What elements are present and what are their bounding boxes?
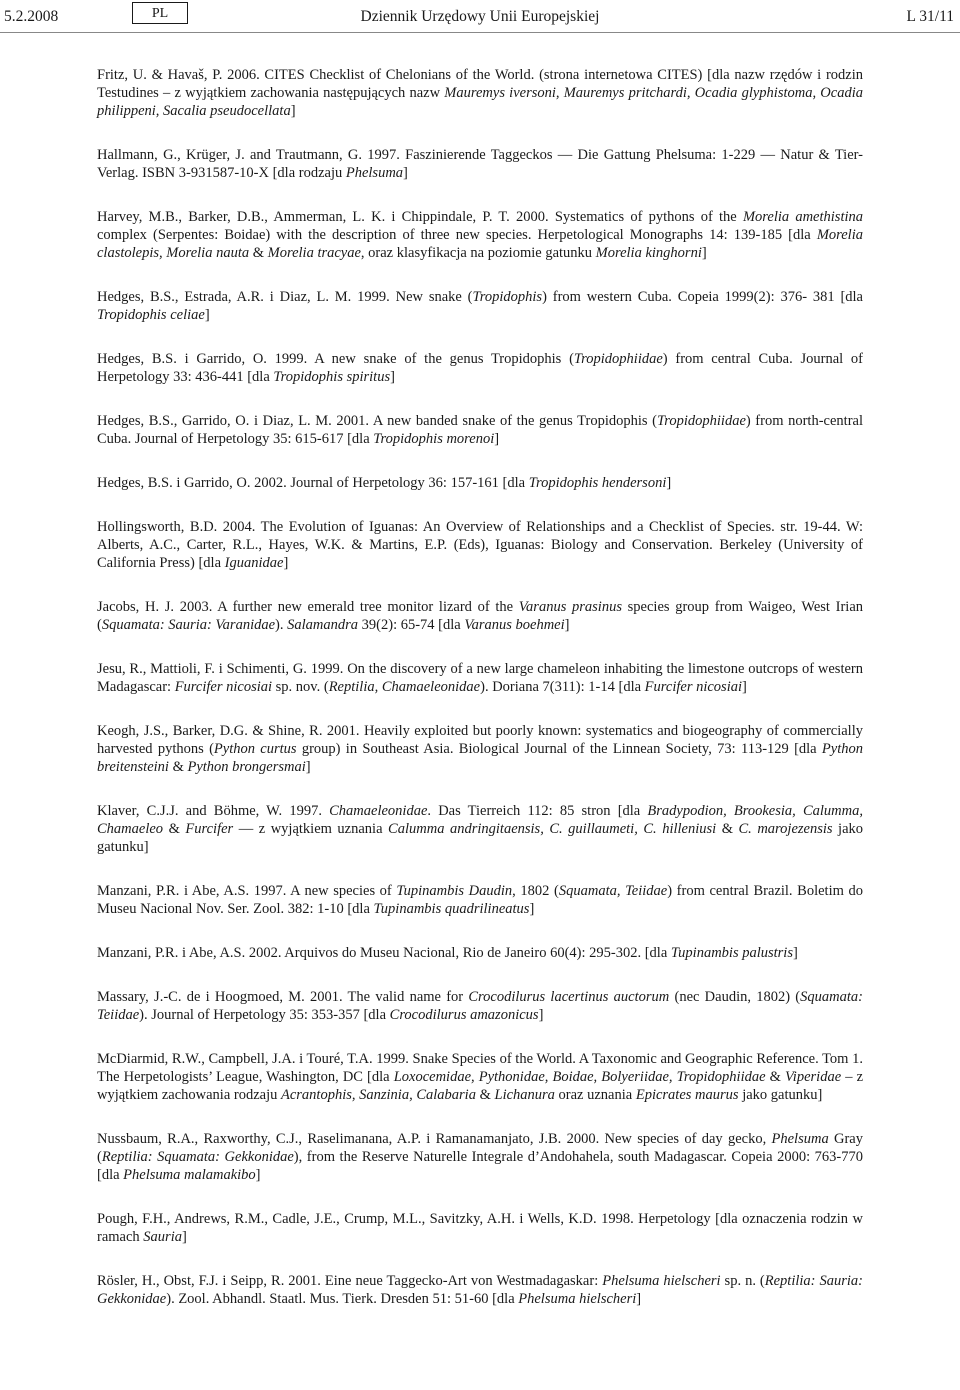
reference-text: & (765, 1069, 786, 1085)
reference-taxon: Squamata: Teiidae (97, 989, 863, 1023)
reference-taxon: Phelsuma (771, 1131, 829, 1147)
reference-taxon: Tropidophis morenoi (373, 431, 495, 447)
reference-text: & (163, 821, 186, 837)
reference-text: Hedges, B.S., Estrada, A.R. i Diaz, L. M. 1999. New snake ( (97, 289, 473, 305)
reference-taxon: Reptilia, Chamaeleonidae (328, 679, 481, 695)
reference-text: ) from western Cuba. Copeia 1999(2): 376- 381 [dla (542, 289, 863, 305)
reference-text: group) in Southeast Asia. Biological Journal of the Linnean Society, 73: 113-129 [dla (296, 741, 822, 757)
reference-taxon: Reptilia: Sauria: Gekkonidae (97, 1273, 863, 1307)
reference-text: Massary, J.-C. de i Hoogmoed, M. 2001. The valid name for (97, 989, 469, 1005)
reference-entry (97, 1050, 863, 1104)
reference-entry (97, 988, 863, 1024)
reference-taxon: Phelsuma malamakibo (123, 1167, 256, 1183)
reference-text: ] (403, 165, 408, 181)
reference-text: ] (564, 617, 570, 633)
reference-entry (97, 944, 863, 962)
reference-taxon: Bradypodion, Brookesia, Calumma, Chamaeleo (97, 803, 863, 837)
reference-taxon: Squamata: Sauria: Varanidae (101, 617, 276, 633)
reference-text: Hedges, B.S. i Garrido, O. 1999. A new snake of the genus Tropidophis ( (97, 351, 574, 367)
reference-text: McDiarmid, R.W., Campbell, J.A. i Touré, T.A. 1999. Snake Species of the World. A Taxonomic and Geographic Reference. Tom 1. The Herpetologists’ League, Washington, DC [dla (97, 1051, 863, 1085)
reference-text: ) from central Cuba. Journal of Herpetology 33: 436-441 [dla (97, 351, 863, 385)
page-header (0, 0, 960, 40)
reference-text: Gray ( (97, 1131, 863, 1165)
reference-entry (97, 660, 863, 696)
reference-taxon: Python brongersmai (187, 759, 306, 775)
reference-entry (97, 66, 863, 120)
reference-text: Jesu, R., Mattioli, F. i Schimenti, G. 1999. On the discovery of a new large chameleon inhabiting the limestone outcrops of western Madagascar: (97, 661, 863, 695)
reference-text: & (475, 1087, 495, 1103)
reference-taxon: Epicrates maurus (635, 1087, 739, 1103)
reference-taxon: Phelsuma hielscheri (518, 1291, 637, 1307)
reference-entry (97, 518, 863, 572)
reference-taxon: Tropidophis hendersoni (528, 475, 667, 491)
reference-text: Nussbaum, R.A., Raxworthy, C.J., Raselimanana, A.P. i Ramanamanjato, J.B. 2000. New species of day gecko, (97, 1131, 772, 1147)
reference-text: . Das Tierreich 112: 85 stron [dla (427, 803, 648, 819)
reference-taxon: Tropidophiidae (656, 413, 746, 429)
reference-taxon: Tupinambis quadrilineatus (373, 901, 530, 917)
reference-taxon: Furcifer nicosiai (644, 679, 742, 695)
reference-text: ). Zool. Abhandl. Staatl. Mus. Tierk. Dresden 51: 51-60 [dla (166, 1291, 519, 1307)
reference-taxon: Phelsuma (345, 165, 404, 181)
reference-taxon: Varanus boehmei (464, 617, 565, 633)
reference-taxon: Morelia kinghorni (595, 245, 702, 261)
reference-text: Hollingsworth, B.D. 2004. The Evolution of Iguanas: An Overview of Relationships and a Checklist of Species. str. 19-44. W: Alberts, A.C., Carter, R.L., Hayes, W.K. & Martins, E.P. (Eds), Iguanas: Biology and Conservation. Berkeley (University of California Press) [dla (97, 519, 863, 571)
reference-text: ] (538, 1007, 544, 1023)
reference-entry (97, 598, 863, 634)
reference-text: ). Journal of Herpetology 35: 353-357 [dla (139, 1007, 390, 1023)
reference-taxon: Squamata, Teiidae (558, 883, 668, 899)
reference-text: ), from the Reserve Naturelle Integrale d’Andohahela, south Madagascar. Copeia 2000: 763-770 [dla (97, 1149, 863, 1183)
reference-text: ] (283, 555, 289, 571)
reference-text: ). Doriana 7(311): 1-14 [dla (480, 679, 645, 695)
reference-entry (97, 288, 863, 324)
reference-text: – z wyjątkiem zachowania rodzaju (97, 1069, 864, 1103)
reference-text: ) from north-central Cuba. Journal of Herpetology 35: 615-617 [dla (97, 413, 863, 447)
reference-text: ] (390, 369, 395, 385)
reference-entry (97, 1210, 863, 1246)
reference-entry (97, 722, 863, 776)
reference-text: ] (666, 475, 672, 491)
reference-text: Hallmann, G., Krüger, J. and Trautmann, G. 1997. Faszinierende Taggeckos — Die Gattung Phelsuma: 1-229 — Natur & Tier-Verlag. ISBN 3-931587-10-X [dla rodzaju (97, 147, 863, 181)
header-divider (0, 32, 960, 33)
reference-text: & (716, 821, 739, 837)
reference-taxon: Acrantophis, Sanzinia, Calabaria (281, 1087, 476, 1103)
reference-text: Manzani, P.R. i Abe, A.S. 1997. A new species of (97, 883, 397, 899)
reference-text: ] (181, 1229, 187, 1245)
reference-text: Jacobs, H. J. 2003. A further new emerald tree monitor lizard of the (97, 599, 519, 615)
reference-taxon: Iguanidae (224, 555, 284, 571)
reference-taxon: Morelia clastolepis, Morelia nauta (97, 227, 863, 261)
reference-taxon: Tropidophiidae (573, 351, 663, 367)
reference-taxon: Morelia amethistina (742, 209, 864, 225)
reference-taxon: Mauremys iversoni, Mauremys pritchardi, Ocadia glyphistoma, Ocadia philippeni, Sacalia pseudocellata (97, 85, 863, 119)
reference-text: ] (290, 103, 296, 119)
reference-text: Fritz, U. & Havaš, P. 2006. CITES Checklist of Chelonians of the World. (strona internetowa CITES) [dla nazw rzędów i rodzin Testudines – z wyjątkiem zachowania następujących nazw (97, 67, 863, 101)
reference-text: (nec Daudin, 1802) ( (669, 989, 801, 1005)
reference-text: Keogh, J.S., Barker, D.G. & Shine, R. 2001. Heavily exploited but poorly known: systematics and biogeography of commercially harvested pythons ( (97, 723, 863, 757)
reference-entry (97, 1130, 863, 1184)
reference-text: & (249, 245, 268, 261)
reference-text: ] (701, 245, 707, 261)
reference-taxon: Chamaeleonidae (329, 803, 428, 819)
reference-taxon: Sauria (143, 1229, 182, 1245)
reference-taxon: Lichanura (494, 1087, 555, 1103)
reference-taxon: Tropidophis spiritus (273, 369, 391, 385)
reference-text: — z wyjątkiem uznania (233, 821, 389, 837)
reference-taxon: Crocodilurus lacertinus auctorum (468, 989, 670, 1005)
reference-entry (97, 1272, 863, 1308)
reference-entry (97, 350, 863, 386)
page-number: L 31/11 (906, 8, 954, 25)
reference-taxon: Phelsuma hielscheri (602, 1273, 721, 1289)
reference-entry (97, 802, 863, 856)
reference-taxon: Varanus prasinus (518, 599, 622, 615)
reference-taxon: C. marojezensis (738, 821, 833, 837)
reference-text: ] (792, 945, 798, 961)
reference-entry (97, 412, 863, 448)
reference-text: ). (275, 617, 288, 633)
reference-text: sp. nov. ( (272, 679, 329, 695)
reference-entry (97, 208, 863, 262)
reference-entry (97, 882, 863, 918)
reference-taxon: Python curtus (213, 741, 297, 757)
reference-taxon: Crocodilurus amazonicus (389, 1007, 539, 1023)
reference-text: Hedges, B.S. i Garrido, O. 2002. Journal of Herpetology 36: 157-161 [dla (97, 475, 529, 491)
reference-taxon: Furcifer nicosiai (174, 679, 273, 695)
reference-text: , 1802 ( (512, 883, 559, 899)
reference-text: jako gatunku] (97, 821, 864, 855)
reference-taxon: Salamandra (287, 617, 359, 633)
journal-title: Dziennik Urzędowy Unii Europejskiej (360, 8, 600, 25)
reference-text: ] (529, 901, 535, 917)
reference-text: , oraz klasyfikacja na poziomie gatunku (360, 245, 596, 261)
reference-text: Manzani, P.R. i Abe, A.S. 2002. Arquivos do Museu Nacional, Rio de Janeiro 60(4): 295-302. [dla (97, 945, 671, 961)
reference-text: Klaver, C.J.J. and Böhme, W. 1997. (97, 803, 330, 819)
reference-text: jako gatunku] (738, 1087, 823, 1103)
reference-taxon: Viperidae (785, 1069, 842, 1085)
reference-taxon: Furcifer (185, 821, 234, 837)
reference-entry (97, 474, 863, 492)
reference-text: Hedges, B.S., Garrido, O. i Diaz, L. M. 2001. A new banded snake of the genus Tropidophis ( (97, 413, 657, 429)
reference-text: & (168, 759, 188, 775)
reference-list (97, 66, 863, 1308)
reference-text: ] (305, 759, 311, 775)
reference-taxon: Calumma andringitaensis, C. guillaumeti, C. hilleniusi (388, 821, 717, 837)
reference-entry (97, 146, 863, 182)
reference-text: oraz uznania (554, 1087, 636, 1103)
language-badge: PL (132, 2, 188, 24)
reference-taxon: Python breitensteini (97, 741, 863, 775)
reference-text: ) from central Brazil. Boletim do Museu Nacional Nov. Ser. Zool. 382: 1-10 [dla (97, 883, 863, 917)
reference-text: ] (255, 1167, 261, 1183)
reference-text: ] (494, 431, 500, 447)
reference-text: Harvey, M.B., Barker, D.B., Ammerman, L. K. i Chippindale, P. T. 2000. Systematics of pythons of the (97, 209, 743, 225)
reference-taxon: Loxocemidae, Pythonidae, Boidae, Bolyeriidae, Tropidophiidae (393, 1069, 766, 1085)
reference-text: ] (742, 679, 747, 695)
reference-taxon: Tupinambis palustris (670, 945, 793, 961)
reference-taxon: Tupinambis Daudin (396, 883, 513, 899)
reference-text: ] (204, 307, 210, 323)
reference-taxon: Tropidophis (472, 289, 543, 305)
reference-taxon: Tropidophis celiae (97, 307, 205, 323)
reference-text: species group from Waigeo, West Irian ( (97, 599, 864, 633)
reference-text: ] (636, 1291, 642, 1307)
reference-text: 39(2): 65-74 [dla (358, 617, 465, 633)
reference-text: Pough, F.H., Andrews, R.M., Cadle, J.E., Crump, M.L., Savitzky, A.H. i Wells, K.D. 1998. Herpetology [dla oznaczenia rodzin w ramach (97, 1211, 863, 1245)
reference-text: complex (Serpentes: Boidae) with the description of three new species. Herpetological Monographs 14: 139-185 [dla (97, 227, 817, 243)
reference-taxon: Reptilia: Squamata: Gekkonidae (101, 1149, 294, 1165)
reference-text: sp. n. ( (720, 1273, 765, 1289)
reference-taxon: Morelia tracyae (267, 245, 361, 261)
publication-date: 5.2.2008 (4, 8, 59, 25)
reference-text: Rösler, H., Obst, F.J. i Seipp, R. 2001. Eine neue Taggecko-Art von Westmadagaskar: (97, 1273, 603, 1289)
